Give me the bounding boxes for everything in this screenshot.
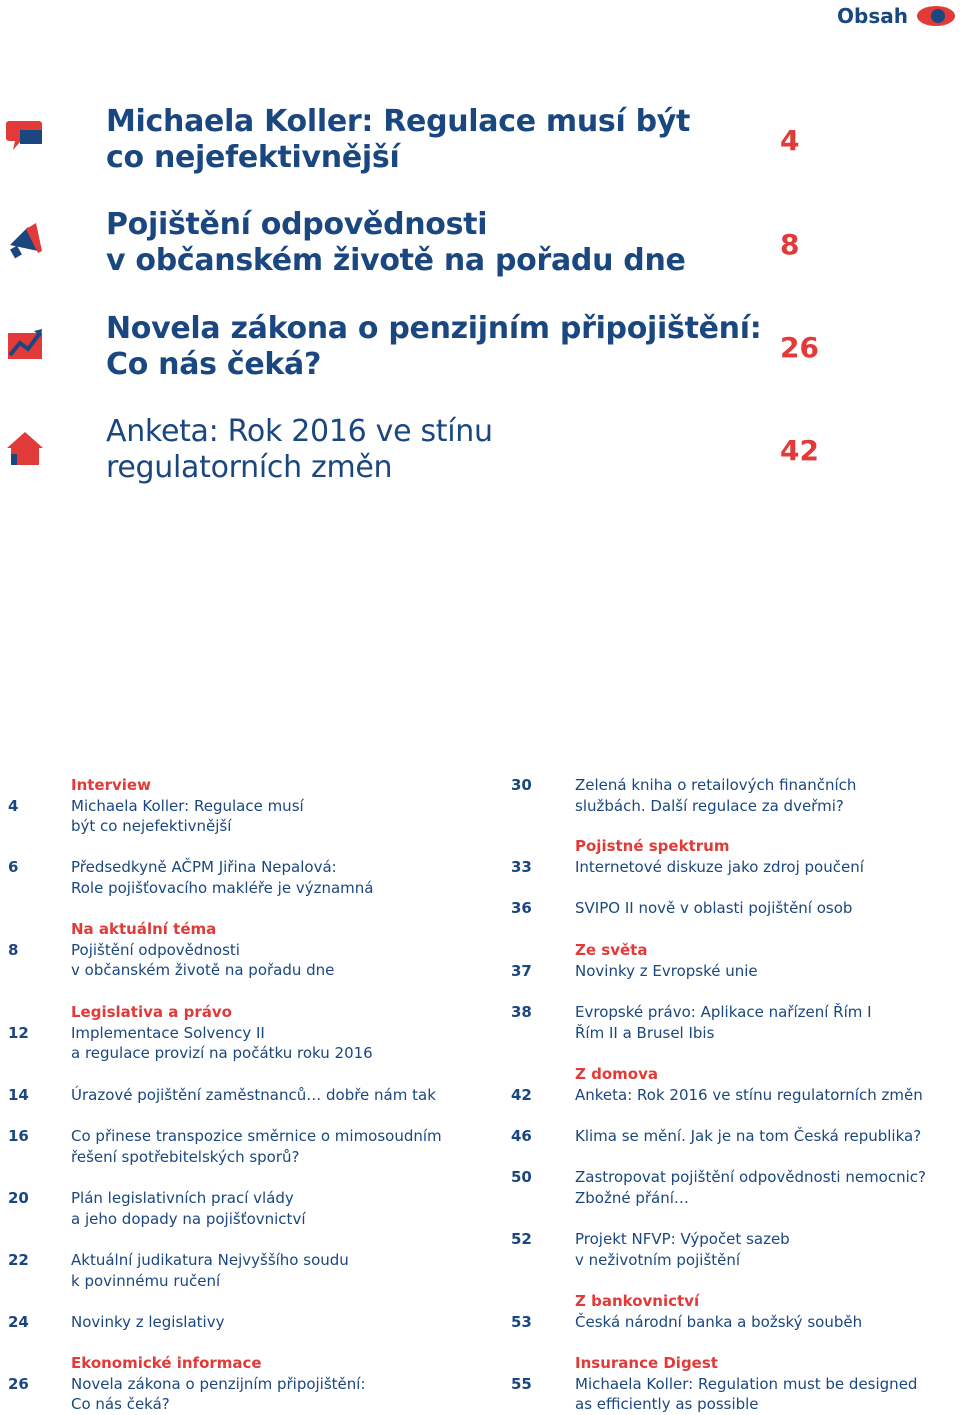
toc-entry[interactable] — [480, 1353, 960, 1415]
toc-entry[interactable] — [480, 1126, 960, 1147]
toc-title-line: Zastropovat pojištění odpovědnosti nemocnic? — [575, 1168, 926, 1186]
toc-section-label: Z bankovnictví — [575, 1292, 700, 1310]
toc-page-number: 8 — [8, 941, 19, 959]
toc-entry[interactable] — [0, 919, 480, 981]
toc-title-line: v neživotním pojištění — [575, 1250, 741, 1269]
featured-title: Novela zákona o penzijním připojištění: Co nás čeká? — [106, 311, 762, 382]
toc-title-line: Klima se mění. Jak je na tom Česká republika? — [575, 1127, 922, 1145]
toc-title-line: a regulace provizí na počátku roku 2016 — [71, 1044, 373, 1063]
megaphone-icon — [6, 221, 44, 259]
toc-entry[interactable] — [0, 1126, 480, 1167]
section-header — [837, 4, 956, 28]
toc-section-label: Interview — [71, 776, 151, 794]
toc-page-number: 50 — [511, 1168, 532, 1186]
toc-page-number: 14 — [8, 1086, 29, 1104]
toc-entry[interactable] — [480, 1291, 960, 1332]
toc-page-number: 37 — [511, 962, 532, 980]
toc-page-number: 22 — [8, 1251, 29, 1269]
toc-entry[interactable] — [480, 836, 960, 877]
toc-page-number: 12 — [8, 1024, 29, 1042]
toc-title-line: Evropské právo: Aplikace nařízení Řím I — [575, 1003, 872, 1021]
toc-title-line: Aktuální judikatura Nejvyššího soudu — [71, 1251, 349, 1269]
toc-page-number: 33 — [511, 858, 532, 876]
toc-title-line: Zbožné přání… — [575, 1188, 689, 1207]
toc-title-line: Plán legislativních prací vlády — [71, 1189, 294, 1207]
featured-title: Pojištění odpovědnosti v občanském životě na pořadu dne — [106, 207, 686, 278]
toc-entry[interactable] — [0, 1188, 480, 1229]
toc-title-line: Česká národní banka a božský souběh — [575, 1312, 863, 1331]
toc-title-line: Implementace Solvency II — [71, 1023, 265, 1042]
toc-title-line: Projekt NFVP: Výpočet sazeb — [575, 1230, 790, 1248]
toc-title-line: Novinky z Evropské unie — [575, 961, 758, 980]
toc-title-line: Role pojišťovacího makléře je významná — [71, 878, 374, 897]
toc-section-label: Z domova — [575, 1065, 658, 1083]
eye-icon — [916, 4, 956, 28]
toc-section-label: Ekonomické informace — [71, 1354, 262, 1372]
toc-entry[interactable] — [480, 1002, 960, 1043]
toc-title-line: Řím II a Brusel Ibis — [575, 1023, 715, 1042]
featured-title: Anketa: Rok 2016 ve stínu regulatorních změn — [106, 414, 493, 485]
toc-entry[interactable] — [0, 775, 480, 837]
house-icon — [6, 430, 44, 468]
chart-trend-icon — [6, 327, 44, 365]
toc-entry[interactable] — [0, 1312, 480, 1333]
speech-bubble-icon — [6, 118, 44, 156]
toc-entry[interactable] — [480, 1064, 960, 1105]
toc-title-line: Michaela Koller: Regulace musí — [71, 796, 304, 815]
toc-title-line: as efficiently as possible — [575, 1395, 759, 1414]
toc-page-number: 36 — [511, 899, 532, 917]
toc-section-label: Ze světa — [575, 941, 648, 959]
featured-title: Michaela Koller: Regulace musí být co nejefektivnější — [106, 104, 691, 175]
toc-entry[interactable] — [0, 1085, 480, 1106]
toc-title-line: Internetové diskuze jako zdroj poučení — [575, 857, 864, 876]
toc-page-number: 24 — [8, 1313, 29, 1331]
toc-section-label: Insurance Digest — [575, 1354, 718, 1372]
toc-title-line: Co přinese transpozice směrnice o mimosoudním — [71, 1127, 442, 1145]
toc-page-number: 4 — [8, 797, 19, 815]
toc-title-line: Novela zákona o penzijním připojištění: — [71, 1374, 366, 1393]
toc-page-number: 52 — [511, 1230, 532, 1248]
toc-entry[interactable] — [480, 1167, 960, 1208]
toc-entry[interactable] — [0, 857, 480, 898]
toc-page-number: 16 — [8, 1127, 29, 1145]
toc-title-line: k povinnému ručení — [71, 1271, 221, 1290]
toc-title-line: v občanském životě na pořadu dne — [71, 961, 335, 980]
toc-page-number: 42 — [511, 1086, 532, 1104]
toc-page-number: 53 — [511, 1313, 532, 1331]
toc-entry[interactable] — [0, 1250, 480, 1291]
toc-page-number: 55 — [511, 1375, 532, 1393]
toc-title-line: Předsedkyně AČPM Jiřina Nepalová: — [71, 858, 337, 876]
toc-title-line: Zelená kniha o retailových finančních — [575, 776, 857, 794]
toc-section-label: Pojistné spektrum — [575, 837, 730, 855]
toc-page-number: 6 — [8, 858, 19, 876]
toc-title-line: Úrazové pojištění zaměstnanců… dobře nám tak — [71, 1086, 436, 1104]
toc-page-number: 20 — [8, 1189, 29, 1207]
toc-entry[interactable] — [0, 1002, 480, 1064]
toc-title-line: řešení spotřebitelských sporů? — [71, 1147, 300, 1166]
toc-entry[interactable] — [480, 775, 960, 816]
toc-page-number: 30 — [511, 776, 532, 794]
toc-entry[interactable] — [480, 940, 960, 981]
toc-section-label: Na aktuální téma — [71, 920, 217, 938]
toc-title-line: Michaela Koller: Regulation must be designed — [575, 1374, 918, 1393]
toc-title-line: SVIPO II nově v oblasti pojištění osob — [575, 899, 853, 917]
toc-title-line: Novinky z legislativy — [71, 1313, 225, 1331]
featured-page-number: 4 — [780, 124, 800, 157]
featured-page-number: 42 — [780, 434, 819, 467]
toc-entry[interactable] — [480, 898, 960, 919]
toc-title-line: a jeho dopady na pojišťovnictví — [71, 1209, 306, 1228]
toc-page-number: 26 — [8, 1375, 29, 1393]
toc-entry[interactable] — [480, 1229, 960, 1270]
toc-title-line: službách. Další regulace za dveřmi? — [575, 796, 844, 815]
toc-title-line: Anketa: Rok 2016 ve stínu regulatorních změn — [575, 1085, 923, 1104]
toc-section-label: Legislativa a právo — [71, 1003, 232, 1021]
toc-title-line: Pojištění odpovědnosti — [71, 940, 240, 959]
toc-page-number: 46 — [511, 1127, 532, 1145]
toc-entry[interactable] — [0, 1353, 480, 1415]
toc-title-line: Co nás čeká? — [71, 1395, 170, 1414]
featured-page-number: 26 — [780, 331, 819, 364]
featured-page-number: 8 — [780, 228, 800, 261]
section-title: Obsah — [837, 4, 908, 28]
toc-page-number: 38 — [511, 1003, 532, 1021]
toc-title-line: být co nejefektivnější — [71, 817, 232, 836]
